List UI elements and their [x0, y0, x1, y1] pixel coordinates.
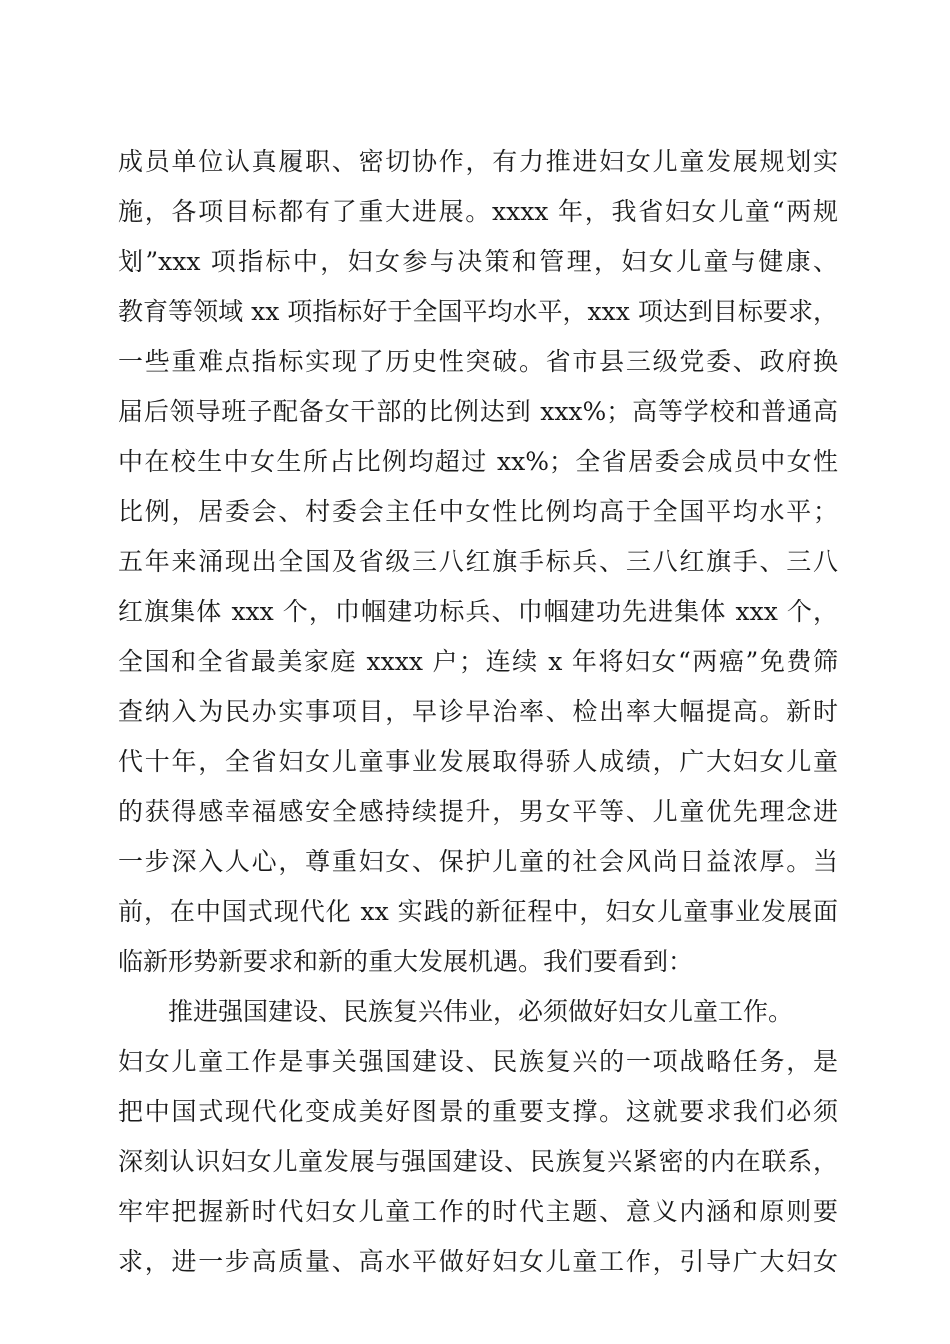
text-line: 教育等领域 xx 项指标好于全国平均水平，xxx 项达到目标要求， [118, 297, 838, 326]
text-line: 深刻认识妇女儿童发展与强国建设、民族复兴紧密的内在联系， [118, 1147, 838, 1176]
text-line: 五年来涌现出全国及省级三八红旗手标兵、三八红旗手、三八 [118, 547, 838, 576]
text-line: 妇女儿童工作是事关强国建设、民族复兴的一项战略任务，是 [118, 1047, 838, 1076]
text-line: 届后领导班子配备女干部的比例达到 xxx%；高等学校和普通高 [118, 397, 838, 426]
text-line: 查纳入为民办实事项目，早诊早治率、检出率大幅提高。新时 [118, 697, 838, 726]
text-line: 中在校生中女生所占比例均超过 xx%；全省居委会成员中女性 [118, 447, 838, 476]
text-line: 求，进一步高质量、高水平做好妇女儿童工作，引导广大妇女 [118, 1247, 838, 1276]
text-line: 比例，居委会、村委会主任中女性比例均高于全国平均水平； [118, 497, 838, 526]
text-line: 一些重难点指标实现了历史性突破。省市县三级党委、政府换 [118, 347, 838, 376]
text-line: 全国和全省最美家庭 xxxx 户；连续 x 年将妇女“两癌”免费筛 [118, 647, 838, 676]
text-line: 临新形势新要求和新的重大发展机遇。我们要看到： [118, 947, 694, 976]
paragraph-first-line: 推进强国建设、民族复兴伟业，必须做好妇女儿童工作。 [168, 997, 794, 1026]
text-line: 的获得感幸福感安全感持续提升，男女平等、儿童优先理念进 [118, 797, 838, 826]
body-text [118, 137, 838, 1287]
text-line: 红旗集体 xxx 个，巾帼建功标兵、巾帼建功先进集体 xxx 个， [118, 597, 838, 626]
text-line: 牢牢把握新时代妇女儿童工作的时代主题、意义内涵和原则要 [118, 1197, 838, 1226]
text-line: 把中国式现代化变成美好图景的重要支撑。这就要求我们必须 [118, 1097, 838, 1126]
text-line: 划”xxx 项指标中，妇女参与决策和管理，妇女儿童与健康、 [118, 247, 838, 276]
text-line: 成员单位认真履职、密切协作，有力推进妇女儿童发展规划实 [118, 147, 838, 176]
text-line: 前，在中国式现代化 xx 实践的新征程中，妇女儿童事业发展面 [118, 897, 838, 926]
text-line: 一步深入人心，尊重妇女、保护儿童的社会风尚日益浓厚。当 [118, 847, 838, 876]
text-line: 施，各项目标都有了重大进展。xxxx 年，我省妇女儿童“两规 [118, 197, 838, 226]
text-line: 代十年，全省妇女儿童事业发展取得骄人成绩，广大妇女儿童 [118, 747, 838, 776]
